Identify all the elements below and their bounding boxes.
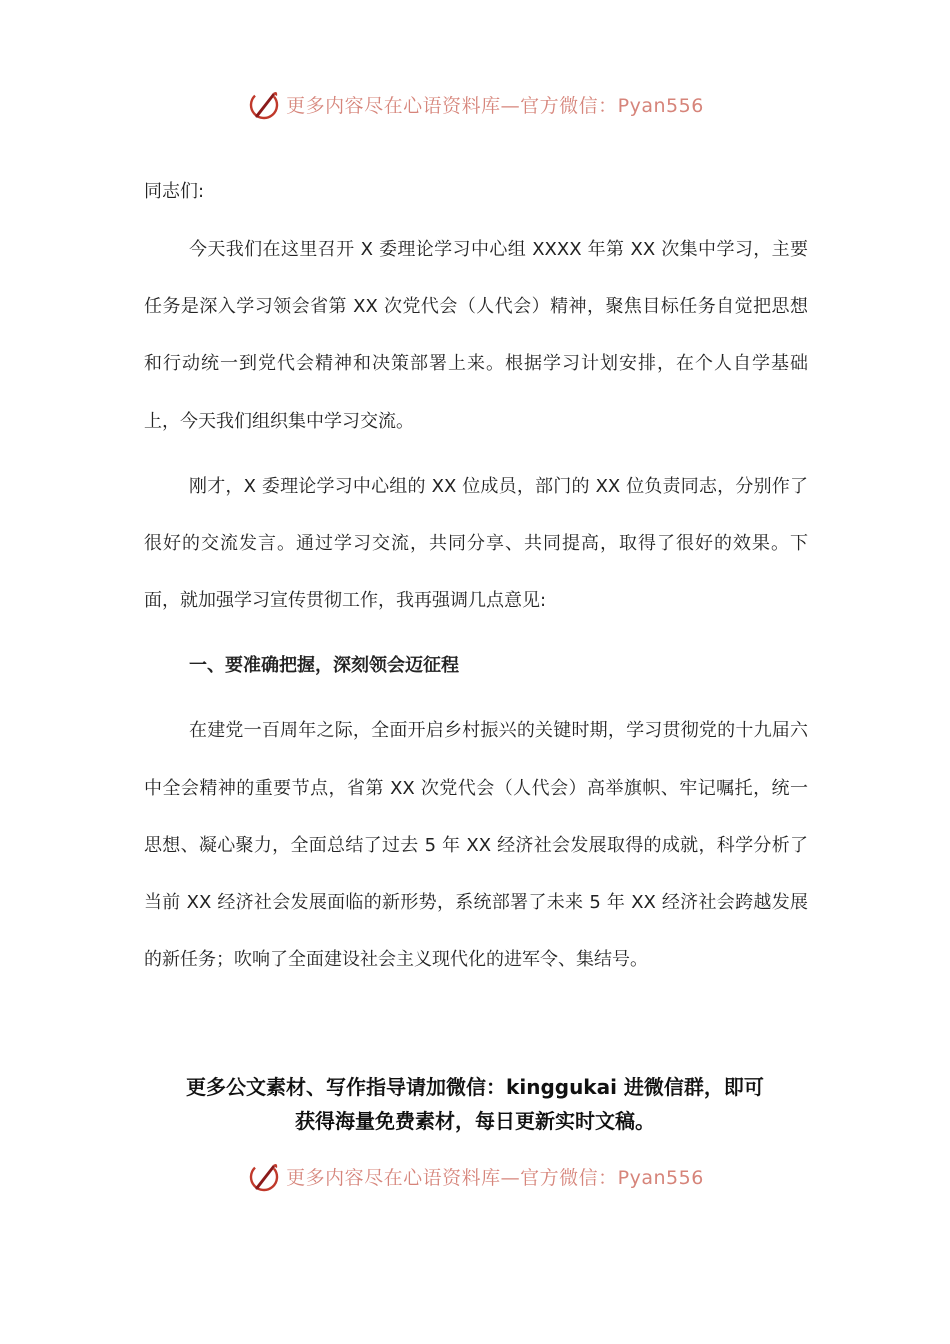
header-banner xyxy=(0,84,950,124)
document-body xyxy=(144,170,808,996)
quill-pen-icon xyxy=(246,86,282,122)
section-heading: 一、要准确把握，深刻领会迈征程 xyxy=(189,655,459,677)
promo-line-1: 更多公文素材、写作指导请加微信：kinggukai 进微信群，即可 xyxy=(186,1075,764,1099)
promo-note xyxy=(120,1070,830,1138)
quill-pen-icon xyxy=(246,1158,282,1194)
footer-wechat-id: Pyan556 xyxy=(617,1166,704,1189)
promo-line-2: 获得海量免费素材，每日更新实时文稿。 xyxy=(295,1109,655,1133)
header-wechat-id: Pyan556 xyxy=(617,94,704,117)
header-banner-text: 更多内容尽在心语资料库—官方微信：Pyan556 xyxy=(286,94,704,117)
greeting: 同志们: xyxy=(144,181,205,202)
section-paragraph: 在建党一百周年之际，全面开启乡村振兴的关键时期，学习贯彻党的十九届六中全会精神的重要节点，省第 XX 次党代会（人代会）高举旗帜、牢记嘱托，统一思想、凝心聚力，全面总结了过去 5 年 XX 经济社会发展取得的成就，科学分析了当前 XX 经济社会发展面临的新形势，系统部署了未来 5 年 XX 经济社会跨越发展的新任务；吹响了全面建设社会主义现代化的进军令、集结号。 xyxy=(144,720,808,971)
paragraph-1: 今天我们在这里召开 X 委理论学习中心组 XXXX 年第 XX 次集中学习，主要任务是深入学习领会省第 XX 次党代会（人代会）精神，聚焦目标任务自觉把思想和行动统一到党代会精神和决策部署上来。根据学习计划安排，在个人自学基础上，今天我们组织集中学习交流。 xyxy=(144,239,808,432)
footer-banner xyxy=(0,1156,950,1196)
footer-banner-text: 更多内容尽在心语资料库—官方微信：Pyan556 xyxy=(286,1166,704,1189)
paragraph-2: 刚才，X 委理论学习中心组的 XX 位成员，部门的 XX 位负责同志，分别作了很好的交流发言。通过学习交流，共同分享、共同提高，取得了很好的效果。下面，就加强学习宣传贯彻工作，我再强调几点意见: xyxy=(144,475,808,612)
